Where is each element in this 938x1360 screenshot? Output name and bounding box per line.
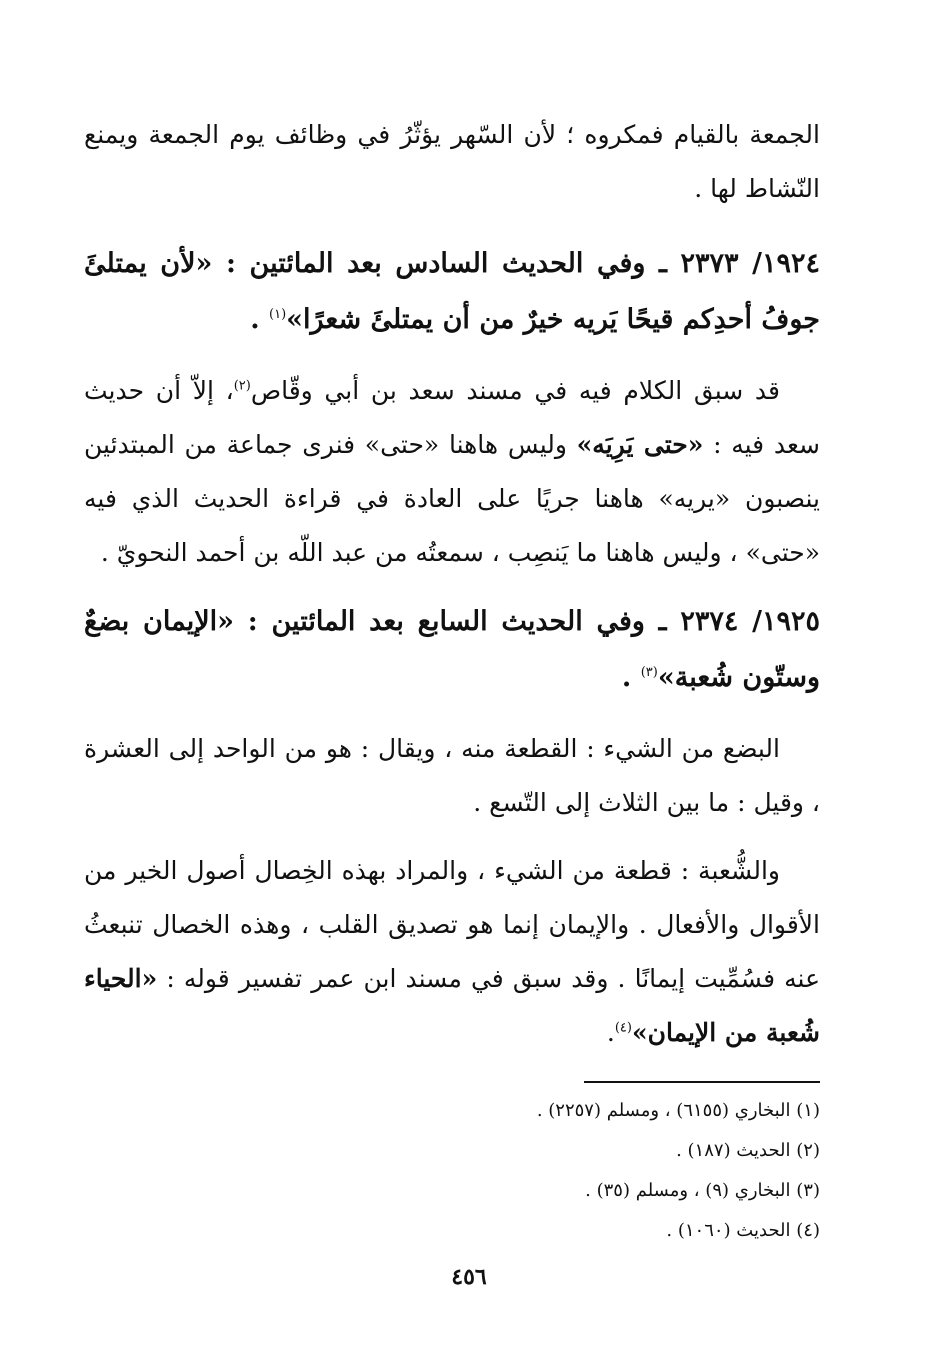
footnote-reference: (١) (269, 307, 287, 322)
commentary-text: والشُّعبة : قطعة من الشيء ، والمراد بهذه الخِصال أصول الخير من الأقوال والأفعال . والإيمان إنما هو تصديق القلب ، وهذه الخصال تنبعثُ عنه فسُمِّيت إيمانًا . وقد سبق في مسند ابن عمر تفسير قوله : (84, 856, 820, 993)
hadith-end: . (621, 662, 641, 693)
commentary-text: وليس هاهنا «حتى» فنرى جماعة من المبتدئين ينصبون «يريه» هاهنا جريًا على العادة في قراءة الحديث الذي فيه «حتى» ، وليس هاهنا ما يَنصِب ، سمعتُه من عبد اللّه بن أحمد النحويّ . (84, 430, 820, 567)
footnote-reference: (٤) (614, 1020, 632, 1036)
commentary-text: قد سبق الكلام فيه في مسند سعد بن أبي وقّاص (250, 376, 780, 405)
footnote-3: (٣) البخاري (٩) ، ومسلم (٣٥) . (585, 1180, 820, 1201)
commentary-paragraph (84, 364, 820, 580)
quoted-phrase: «الحياء شُعبة من الإيمان» (84, 964, 820, 1047)
hadith-1925 (84, 594, 820, 706)
footnote-divider (584, 1081, 820, 1083)
footnote-1: (١) البخاري (٦١٥٥) ، ومسلم (٢٢٥٧) . (536, 1100, 820, 1121)
hadith-text: ـ وفي الحديث السابع بعد المائتين : «الإيمان بضعٌ وستّون شُعبة» (84, 606, 820, 693)
footnotes (200, 1091, 820, 1251)
page-body (84, 108, 820, 1074)
quoted-phrase: «حتى يَرِيَه» (576, 430, 704, 459)
footnote-4: (٤) الحديث (١٠٦٠) . (666, 1220, 820, 1241)
hadith-text: ـ وفي الحديث السادس بعد المائتين : «لأن يمتلئَ جوفُ أحدِكم قيحًا يَريه خيرٌ من أن يمتلئَ شعرًا» (84, 248, 820, 335)
paragraph-continuation: الجمعة بالقيام فمكروه ؛ لأن السّهر يؤثّرُ في وظائف يوم الجمعة ويمنع النّشاط لها . (84, 120, 820, 203)
hadith-end: . (250, 304, 270, 335)
footnote-2: (٢) الحديث (١٨٧) . (676, 1140, 820, 1161)
commentary-text: ، إلاّ أن حديث سعد فيه : (84, 376, 820, 459)
commentary-end: . (606, 1018, 615, 1047)
footnote-reference: (٢) (233, 378, 251, 394)
hadith-1924 (84, 236, 820, 348)
hadith-number: ١٩٢٥/ ٢٣٧٤ (680, 606, 820, 637)
footnote-reference: (٣) (640, 665, 658, 680)
commentary-paragraph (84, 844, 820, 1060)
page-number: ٤٥٦ (451, 1264, 487, 1290)
commentary-paragraph: البضع من الشيء : القطعة منه ، ويقال : هو من الواحد إلى العشرة ، وقيل : ما بين الثلاث إلى التّسع . (84, 734, 820, 817)
hadith-number: ١٩٢٤/ ٢٣٧٣ (680, 248, 820, 279)
